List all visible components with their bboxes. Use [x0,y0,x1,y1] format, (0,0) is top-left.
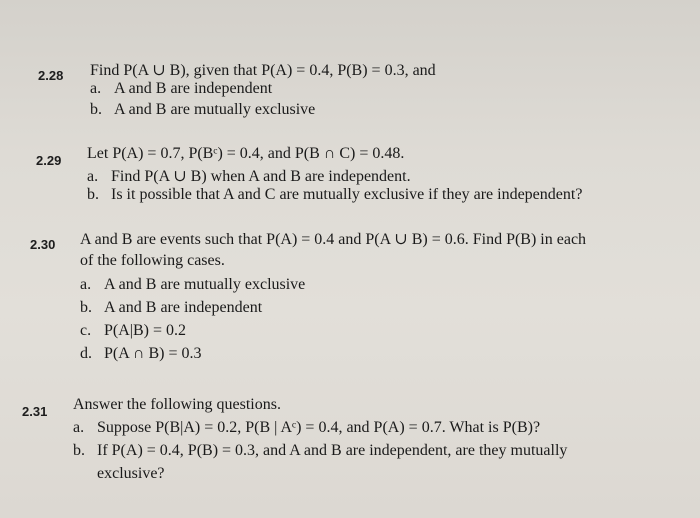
part-label: a. [87,168,99,185]
part-text: If P(A) = 0.4, P(B) = 0.3, and A and B are independent, are they mutually [97,442,568,459]
part-label: a. [90,80,102,97]
problem-part [80,345,201,363]
problem-stem: Let P(A) = 0.7, P(Bᶜ) = 0.4, and P(B ∩ C) = 0.48. [87,145,405,162]
part-text-continued: exclusive? [97,465,165,482]
problem-stem: Answer the following questions. [73,396,281,413]
part-text: A and B are independent [104,299,263,316]
problem-part [73,419,540,437]
part-text: Find P(A ∪ B) when A and B are independent. [111,168,411,185]
part-text: P(A ∩ B) = 0.3 [104,345,202,362]
problem-part [87,166,411,186]
problem-stem: of the following cases. [80,252,225,269]
problem-part [80,276,305,294]
part-text: P(A|B) = 0.2 [104,322,187,339]
problem-number: 2.30 [30,237,56,252]
part-label: a. [73,419,85,436]
problem-part [87,186,582,204]
problem-part [90,101,315,119]
problem-number: 2.28 [38,68,64,83]
problem-part [80,299,262,317]
problem-part [73,442,567,460]
problem-stem: Find P(A ∪ B), given that P(A) = 0.4, P(B) = 0.3, and [90,62,436,79]
part-text: A and B are independent [114,80,273,97]
problem-part [90,80,272,98]
part-text: A and B are mutually exclusive [114,101,316,118]
problem-stem: A and B are events such that P(A) = 0.4 and P(A ∪ B) = 0.6. Find P(B) in each [80,231,587,248]
problem-part [80,322,186,340]
part-label: b. [87,186,99,203]
problem-number: 2.29 [36,153,62,168]
part-label: a. [80,276,92,293]
part-text: Is it possible that A and C are mutually exclusive if they are independent? [111,186,583,203]
part-label: b. [80,299,92,316]
part-text: A and B are mutually exclusive [104,276,306,293]
part-label: b. [90,101,102,118]
part-label: c. [80,322,92,339]
problem-number: 2.31 [22,404,48,419]
part-label: d. [80,345,92,362]
part-label: b. [73,442,85,459]
part-text: Suppose P(B|A) = 0.2, P(B | Aᶜ) = 0.4, and P(A) = 0.7. What is P(B)? [97,419,541,436]
